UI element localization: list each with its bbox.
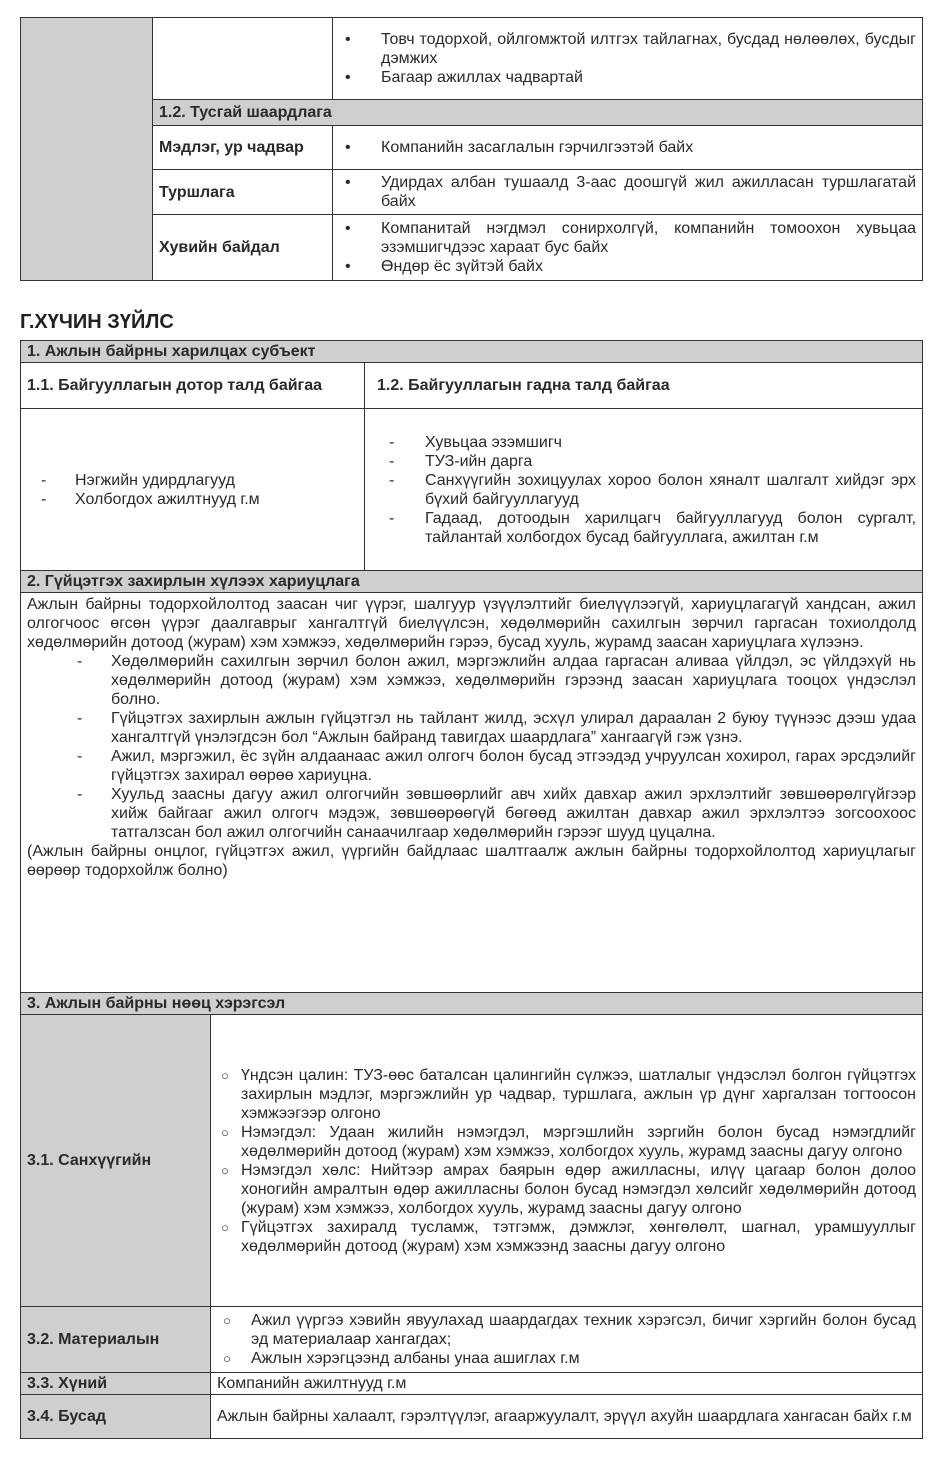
material-label: 3.2. Материалын — [21, 1307, 211, 1373]
general-requirements-cell — [333, 18, 923, 100]
other-value: Ажлын байрны халаалт, гэрэлтүүлэг, агааржуулалт, эрүүл ахуйн шаардлага хангасан байх г.м — [211, 1395, 923, 1439]
personal-label: Хувийн байдал — [153, 215, 333, 281]
material-list — [217, 1311, 916, 1368]
list-item: - ТУЗ-ийн дарга — [371, 452, 916, 471]
material-cell — [211, 1307, 923, 1373]
list-item: - Хөдөлмөрийн сахилгын зөрчил болон ажил, мэргэжлийн алдаа гаргасан аливаа үйлдэл, эс үйлдэхүй нь хөдөлмөрийн дотоод (журам) хэм хэмжээ, хөдөлмөрийн гэрээнд заасан хариуцлага тооцох үндэслэл болно. — [27, 652, 916, 709]
general-requirements-list — [339, 30, 916, 87]
list-item: ○ Гүйцэтгэх захиралд тусламж, тэтгэмж, дэмжлэг, хөнгөлөлт, шагнал, урамшууллыг хөдөлмөрийн дотоод (журам) хэм хэмжээнд заасны дагуу олгоно — [217, 1218, 916, 1256]
list-item: ○ Ажил үүргээ хэвийн явуулахад шаардагдах техник хэрэгсэл, бичиг хэргийн болон бусад эд материалаар хангагдах; — [217, 1311, 916, 1349]
s2-list — [27, 652, 916, 842]
list-item: - Хуульд заасны дагуу ажил олгогчийн зөвшөөрлийг авч хийх давхар ажил эрхлэлтийг зөвшөөрөлгүйгээр хийж байгааг ажил олгогч мэдэж, зөвшөөрөөгүй бөгөөд ажилтан давхар ажил эрхлэлтээ зогсоохоос татгалзсан бол ажил олгогчийн санаачилгаар хөдөлмөрийн гэрээг шууд цуцална. — [27, 785, 916, 842]
outside-header: 1.2. Байгууллагын гадна талд байгаа — [365, 363, 923, 409]
finance-list — [217, 1066, 916, 1256]
list-item: - Ажил, мэргэжил, ёс зүйн алдаанаас ажил олгогч болон бусад этгээдэд учруулсан хохирол, гарах эрсдэлийг гүйцэтгэх захирал өөрөө хариуцна. — [27, 747, 916, 785]
section-heading: Г.ХҮЧИН ЗҮЙЛС — [20, 311, 174, 333]
experience-cell — [333, 170, 923, 215]
side-gray-cell — [21, 18, 153, 281]
finance-cell — [211, 1015, 923, 1307]
finance-label: 3.1. Санхүүгийн — [21, 1015, 211, 1307]
list-item: ○ Нэмэгдэл хөлс: Нийтээр амрах баярын өдөр ажилласны, илүү цагаар болон долоо хоногийн амралтын өдөр ажилласны болон бусад нэмэгдэл хөлсийг хөдөлмөрийн дотоод (журам) хэм хэмжээ, холбогдох хууль, журамд заасны дагуу олгоно — [217, 1161, 916, 1218]
knowledge-list — [339, 138, 916, 157]
inside-cell — [21, 409, 365, 571]
list-item: - Гүйцэтгэх захирлын ажлын гүйцэтгэл нь тайлант жилд, эсхүл улирал дараалан 2 буюу түүнээс дээш удаа хангалтгүй үнэлэгдсэн бол “Ажлын байранд тавигдах шаардлага” хангаагүй гэж үзнэ. — [27, 709, 916, 747]
human-value: Компанийн ажилтнууд г.м — [211, 1373, 923, 1395]
list-item: • Өндөр ёс зүйтэй байх — [339, 257, 916, 276]
list-item: - Гадаад, дотоодын харилцагч байгууллагууд болон сургалт, тайлантай холбогдох бусад байгууллага, ажилтан г.м — [371, 509, 916, 547]
special-requirements-header: 1.2. Тусгай шаардлага — [153, 100, 923, 126]
list-item: - Холбогдох ажилтнууд г.м — [27, 490, 358, 509]
s1-header: 1. Ажлын байрны харилцах субъект — [21, 341, 923, 363]
s3-header: 3. Ажлын байрны нөөц хэрэгсэл — [21, 993, 923, 1015]
requirements-table — [20, 17, 923, 281]
list-item: ○ Ажлын хэрэгцээнд албаны унаа ашиглах г.м — [217, 1349, 916, 1368]
list-item: • Удирдах албан тушаалд 3-аас доошгүй жил ажилласан туршлагатай байх — [339, 173, 916, 211]
inside-list — [27, 471, 358, 509]
other-label: 3.4. Бусад — [21, 1395, 211, 1439]
s2-header: 2. Гүйцэтгэх захирлын хүлээх хариуцлага — [21, 571, 923, 593]
personal-cell — [333, 215, 923, 281]
outside-cell — [365, 409, 923, 571]
experience-label: Туршлага — [153, 170, 333, 215]
knowledge-label: Мэдлэг, ур чадвар — [153, 126, 333, 170]
list-item: - Хувьцаа эзэмшигч — [371, 433, 916, 452]
inside-header: 1.1. Байгууллагын дотор талд байгаа — [21, 363, 365, 409]
outside-list — [371, 433, 916, 547]
experience-list — [339, 173, 916, 211]
list-item: • Багаар ажиллах чадвартай — [339, 68, 916, 87]
list-item: ○ Үндсэн цалин: ТУЗ-өөс баталсан цалингийн сүлжээ, шатлалыг үндэслэл болгон гүйцэтгэх захирлын мэдлэг, мэргэжлийн ур чадвар, туршлага, ажлын үр дүнг харгалзан тогтоосон хэмжээгээр олгоно — [217, 1066, 916, 1123]
knowledge-cell — [333, 126, 923, 170]
s2-body — [21, 593, 923, 993]
s2-note: (Ажлын байрны онцлог, гүйцэтгэх ажил, үүргийн байдлаас шалтгаалж ажлын байрны тодорхойлолтод хариуцлагыг өөрөөр тодорхойлж болно) — [27, 843, 917, 879]
empty-cell — [153, 18, 333, 100]
list-item: ○ Нэмэгдэл: Удаан жилийн нэмэгдэл, мэргэшлийн зэргийн болон бусад нэмэгдлийг хөдөлмөрийн дотоод (журам) хэм хэмжээ, холбогдох хууль, журамд заасны дагуу олгоно — [217, 1123, 916, 1161]
list-item: • Товч тодорхой, ойлгомжтой илтгэх тайлагнах, бусдад нөлөөлөх, бусдыг дэмжих — [339, 30, 916, 68]
list-item: - Санхүүгийн зохицуулах хороо болон хяналт шалгалт хийдэг эрх бүхий байгууллагууд — [371, 471, 916, 509]
list-item: • Компанийн засаглалын гэрчилгээтэй байх — [339, 138, 916, 157]
personal-list — [339, 219, 916, 276]
s2-intro: Ажлын байрны тодорхойлолтод заасан чиг үүрэг, шалгуур үзүүлэлтийг биелүүлээгүй, хариуцлагагүй хандсан, ажил олгогчоос өгсөн үүрэг даалгаврыг хангалтгүй биелүүлсэн, хөдөлмөрийн сахилгын зөрчил гаргасан тохиолдолд хөдөлмөрийн дотоод (журам) хэм хэмжээ, хөдөлмөрийн гэрээ, бусад хууль, журамд заасан хариуцлага хүлээнэ. — [27, 596, 917, 651]
list-item: • Компанитай нэгдмэл сонирхолгүй, компанийн томоохон хувьцаа эзэмшигчдээс хараат бус байх — [339, 219, 916, 257]
factors-table — [20, 340, 923, 1439]
human-label: 3.3. Хүний — [21, 1373, 211, 1395]
list-item: - Нэгжийн удирдлагууд — [27, 471, 358, 490]
